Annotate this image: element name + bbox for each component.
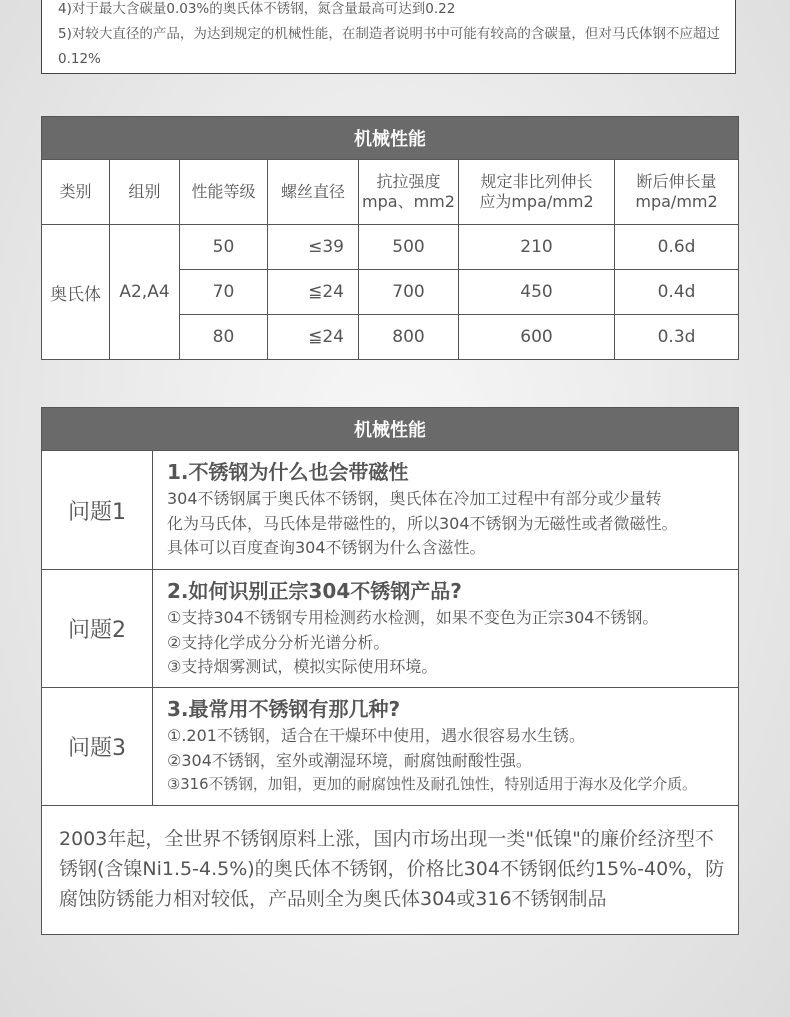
diameter-cell: ≦24 [268, 315, 359, 360]
answer-line: 具体可以百度查询304不锈钢为什么含滋性。 [167, 538, 486, 557]
answer-line: ②支持化学成分分析光谱分析。 [167, 632, 390, 652]
question-label: 问题2 [42, 570, 153, 688]
header-row [42, 160, 739, 225]
note-line-5: 5)对较大直径的产品，为达到规定的机械性能，在制造者说明书中可能有较高的含碳量，但对马氏体钢不应超过0.12% [58, 26, 720, 67]
col-header-grade: 性能等级 [180, 160, 268, 225]
col-header-diameter: 螺丝直径 [268, 160, 359, 225]
question-title: 2.如何识别正宗304不锈钢产品? [167, 579, 462, 603]
col-header-category: 类别 [42, 160, 110, 225]
tensile-cell: 800 [359, 315, 459, 360]
category-cell: 奥氏体 [42, 225, 110, 360]
group-cell: A2,A4 [110, 225, 180, 360]
faq-table [41, 407, 739, 935]
mechanical-properties-table [41, 116, 739, 360]
summary-row [42, 806, 739, 935]
faq-row [42, 688, 739, 806]
summary-text: 2003年起，全世界不锈钢原料上涨，国内市场出现一类"低镍"的廉价经济型不锈钢(含镍Ni1.5-4.5%)的奥氏体不锈钢，价格比304不锈钢低约15%-40%，防腐蚀防锈能力相对较低，产品则全为奥氏体304或316不锈钢制品 [42, 806, 739, 935]
question-label: 问题1 [42, 451, 153, 570]
elongation-cell: 0.3d [615, 315, 739, 360]
table-row [42, 225, 739, 270]
grade-cell: 80 [180, 315, 268, 360]
answer-line: ③支持烟雾测试，模拟实际使用环境。 [167, 657, 438, 676]
faq-table-title: 机械性能 [42, 408, 739, 451]
col-header-tensile [359, 160, 459, 225]
grade-cell: 70 [180, 270, 268, 315]
col-header-elongation [615, 160, 739, 225]
faq-row [42, 570, 739, 688]
answer-line: ③316不锈钢，加钼，更加的耐腐蚀性及耐孔蚀性，特别适用于海水及化学介质。 [167, 776, 697, 793]
proof-cell: 210 [459, 225, 615, 270]
question-label: 问题3 [42, 688, 153, 806]
answer-line: 304不锈钢属于奥氏体不锈钢，奥氏体在冷加工过程中有部分或少量转 [167, 489, 662, 508]
proof-cell: 450 [459, 270, 615, 315]
col-header-proof [459, 160, 615, 225]
notes-box [41, 0, 736, 74]
note-line-4: 4)对于最大含碳量0.03%的奥氏体不锈钢，氮含量最高可达到0.22 [58, 1, 456, 17]
answer-line: ②304不锈钢，室外或潮湿环境，耐腐蚀耐酸性强。 [167, 750, 532, 770]
diameter-cell: ≦24 [268, 270, 359, 315]
question-body [153, 570, 739, 688]
faq-row [42, 451, 739, 570]
question-title: 1.不锈钢为什么也会带磁性 [167, 460, 409, 484]
tensile-cell: 500 [359, 225, 459, 270]
col-header-group: 组别 [110, 160, 180, 225]
col-header-proof-line1: 规定非比列伸长 [480, 172, 593, 191]
col-header-elongation-line2: mpa/mm2 [635, 192, 718, 211]
col-header-elongation-line1: 断后伸长量 [636, 172, 717, 191]
elongation-cell: 0.6d [615, 225, 739, 270]
col-header-proof-line2: 应为mpa/mm2 [479, 192, 594, 211]
proof-cell: 600 [459, 315, 615, 360]
grade-cell: 50 [180, 225, 268, 270]
question-body [153, 451, 739, 570]
elongation-cell: 0.4d [615, 270, 739, 315]
answer-line: ①支持304不锈钢专用检测药水检测，如果不变色为正宗304不锈钢。 [167, 608, 659, 627]
tensile-cell: 700 [359, 270, 459, 315]
table-title: 机械性能 [42, 117, 739, 160]
col-header-tensile-line2: mpa、mm2 [362, 192, 455, 211]
question-body [153, 688, 739, 806]
col-header-tensile-line1: 抗拉强度 [376, 172, 441, 191]
diameter-cell: ≤39 [268, 225, 359, 270]
answer-line: 化为马氏体，马氏体是带磁性的，所以304不锈钢为无磁性或者微磁性。 [167, 513, 678, 533]
question-title: 3.最常用不锈钢有那几种? [167, 697, 401, 721]
answer-line: ①.201不锈钢，适合在干燥环中使用，遇水很容易水生锈。 [167, 726, 585, 745]
